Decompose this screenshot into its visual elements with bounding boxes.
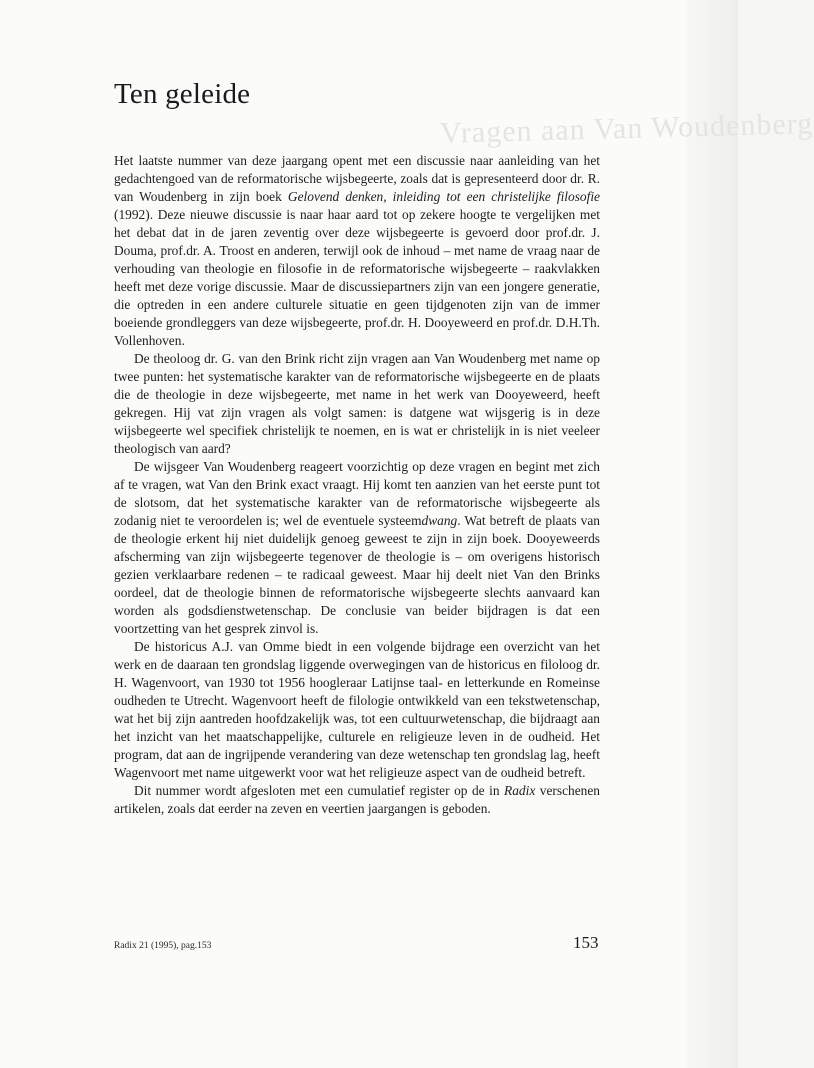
paragraph bbox=[114, 458, 600, 638]
paragraph bbox=[114, 782, 600, 818]
text-segment: (1992). Deze nieuwe discussie is naar haar aard tot op zekere hoogte te vergelijken met het debat dat in de jaren zeventig over deze wijsbegeerte is gevoerd door prof.dr. J. Douma, prof.dr. A. Troost en anderen, terwijl ook de inhoud – met name de vraag naar de verhouding van theologie en filosofie in de reformatorische wijsbegeerte – raakvlakken heeft met deze vorige discussie. Maar de discussiepartners zijn van een jongere generatie, die optreden in een andere culturele situatie en geen tijdgenoten zijn van de immer boeiende grondleggers van deze wijsbegeerte, prof.dr. H. Dooyeweerd en prof.dr. D.H.Th. Vollenhoven. bbox=[114, 207, 600, 348]
text-segment: De theoloog dr. G. van den Brink richt zijn vragen aan Van Woudenberg met name op twee punten: het systematische karakter van de reformatorische wijsbegeerte en de plaats die de theologie in deze wijsbegeerte, met name in het werk van Dooyeweerd, heeft gekregen. Hij vat zijn vragen als volgt samen: is datgene wat wijsgerig is in deze wijsbegeerte wel specifiek christelijk te noemen, en is wat er christelijk in is niet veeleer theologisch van aard? bbox=[114, 351, 600, 456]
bleed-through-text: Vragen aan Van Woudenberg bbox=[439, 107, 814, 150]
text-segment: . Wat betreft de plaats van de theologie erkent hij niet duidelijk genoeg geweest te zijn in zijn boek. Dooyeweerds afscherming van zijn wijsbegeerte tegenover de theologie is – om overigens historisch gezien verklaarbare redenen – te radicaal geweest. Maar hij deelt niet Van den Brinks oordeel, dat de theologie binnen de reformatorische wijsbegeerte slechts aanvaard kan worden als godsdienstwetenschap. De conclusie van beider bijdragen is dat een voortzetting van het gesprek zinvol is. bbox=[114, 513, 600, 636]
footer-citation: Radix 21 (1995), pag.153 bbox=[114, 941, 212, 951]
italic-text: Radix bbox=[504, 783, 536, 798]
page-edge-shadow bbox=[686, 0, 738, 1068]
text-segment: De historicus A.J. van Omme biedt in een volgende bijdrage een overzicht van het werk en de daaraan ten grondslag liggende overwegingen van de historicus en filoloog dr. H. Wagenvoort, van 1930 tot 1956 hoogleraar Latijnse taal- en letterkunde en Romeinse oudheden te Utrecht. Wagenvoort heeft de filologie ontwikkeld van een tekstwetenschap, wat het bij zijn aantreden hoofdzakelijk was, tot een cultuurwetenschap, die bijdraagt aan het inzicht van het maatschappelijke, culturele en religieuze leven in de oudheid. Het program, dat aan de ingrijpende verandering van deze wetenschap ten grondslag lag, heeft Wagenvoort met name uitgewerkt voor wat het religieuze aspect van de oudheid betreft. bbox=[114, 639, 600, 780]
paragraph bbox=[114, 638, 600, 782]
text-segment: De wijsgeer Van Woudenberg reageert voorzichtig op deze vragen en begint met zich af te vragen, wat Van den Brink exact vraagt. Hij komt ten aanzien van het eerste punt tot de slotsom, dat het systematische karakter van de reformatorische wijsbegeerte als zodanig niet te veroordelen is; wel de eventuele systeem bbox=[114, 459, 600, 528]
paragraph bbox=[114, 350, 600, 458]
text-segment: Het laatste nummer van deze jaargang opent met een discussie naar aanleiding van het gedachtengoed van de reformatorische wijsbegeerte, zoals dat is gepresenteerd door dr. R. van Woudenberg in zijn boek bbox=[114, 153, 600, 204]
page-number: 153 bbox=[573, 933, 599, 952]
text-segment: verschenen artikelen, zoals dat eerder na zeven en veertien jaargangen is geboden. bbox=[114, 783, 601, 816]
body-text bbox=[114, 152, 600, 818]
italic-text: dwang bbox=[421, 513, 458, 528]
italic-text: Gelovend denken, inleiding tot een christelijke filosofie bbox=[287, 189, 600, 204]
text-segment: Dit nummer wordt afgesloten met een cumulatief register op de in bbox=[134, 783, 505, 798]
paragraph bbox=[114, 152, 600, 350]
page-title: Ten geleide bbox=[114, 78, 251, 110]
